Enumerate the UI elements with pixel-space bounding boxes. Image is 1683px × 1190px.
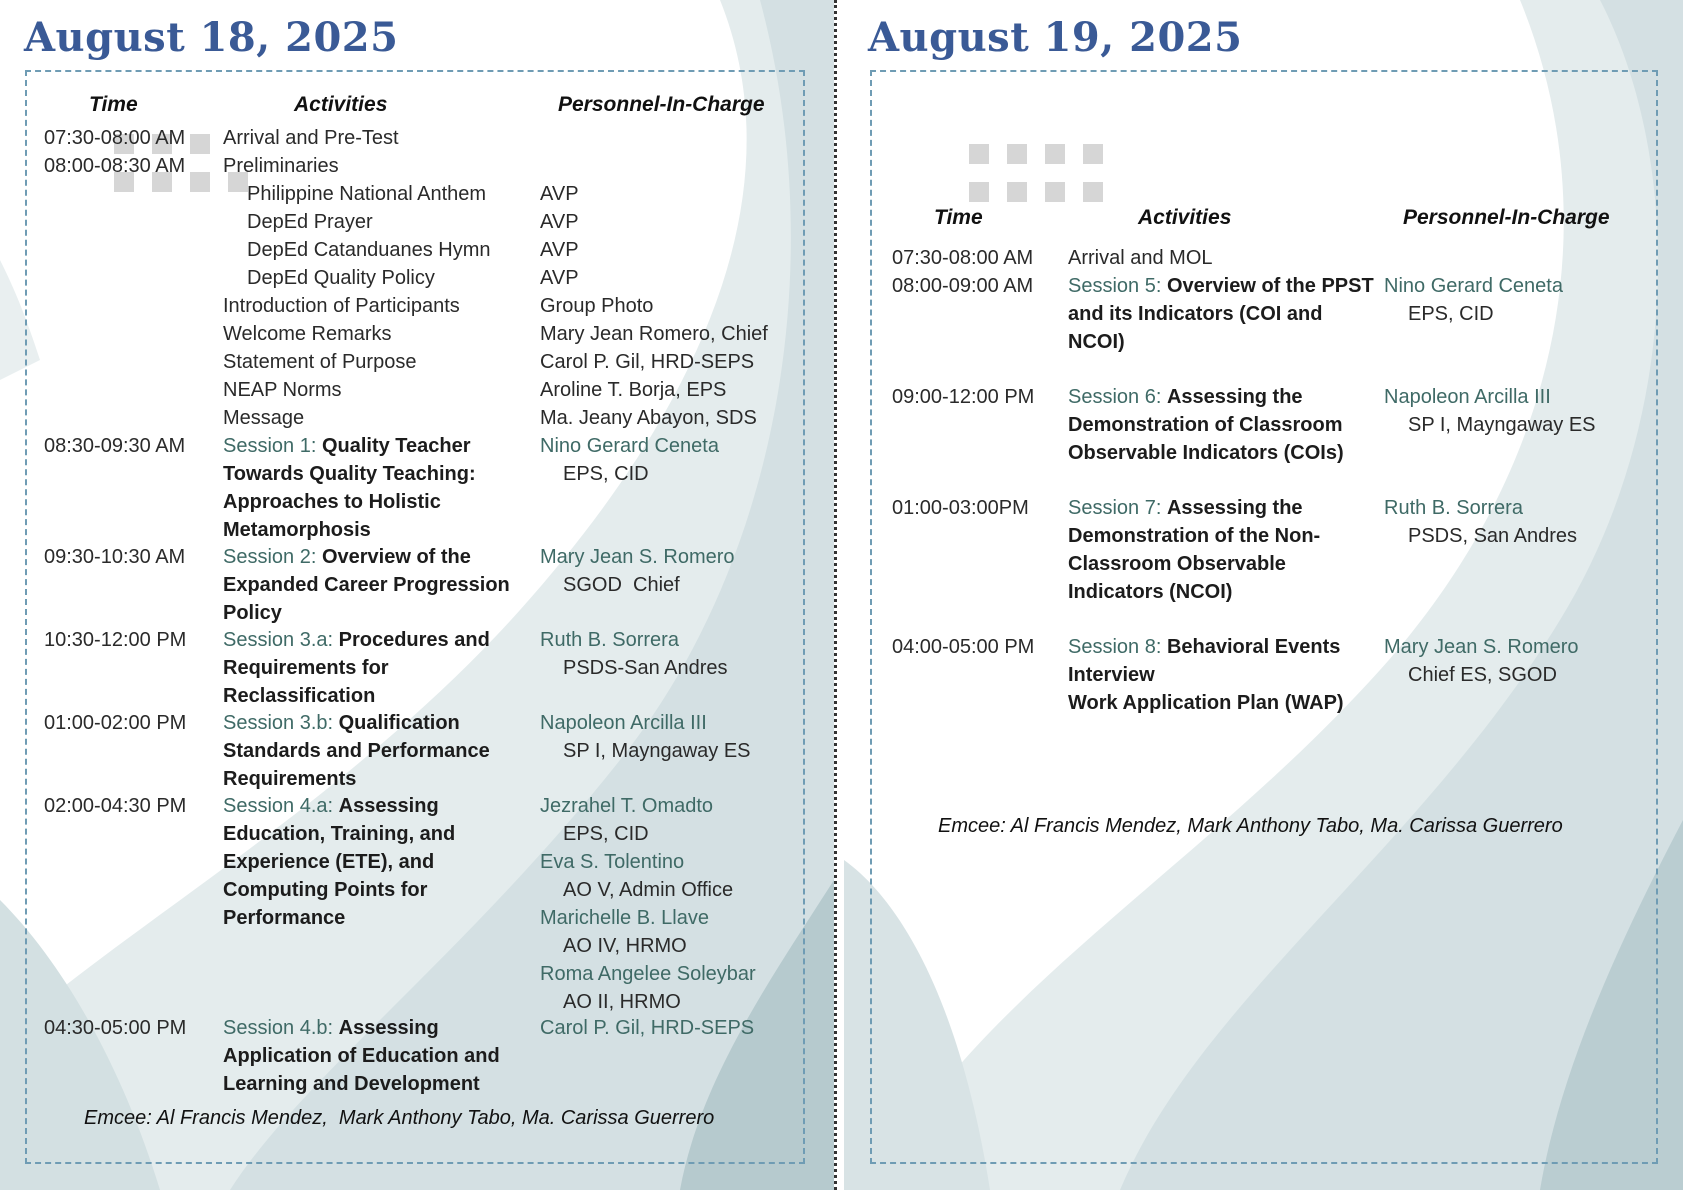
session-title <box>223 544 471 572</box>
personnel-role: SP I, Mayngaway ES <box>1408 414 1596 436</box>
session-title <box>223 433 471 461</box>
time-cell: 08:30-09:30 AM <box>44 435 186 457</box>
header-time: Time <box>934 206 983 229</box>
sub-activity: DepEd Catanduanes Hymn <box>247 239 491 261</box>
personnel-role: SP I, Mayngaway ES <box>563 740 751 762</box>
personnel-cell: Group Photo <box>540 295 654 317</box>
personnel-name: Nino Gerard Ceneta <box>1384 275 1563 297</box>
session-title-text: Quality Teacher <box>321 435 471 457</box>
personnel-role: EPS, CID <box>1408 303 1494 325</box>
session-title-line: Approaches to Holistic <box>223 491 441 513</box>
session-title-line: Expanded Career Progression <box>223 574 510 596</box>
session-title <box>223 1015 439 1043</box>
page-august-19 <box>844 0 1683 1190</box>
sub-activity: Philippine National Anthem <box>247 183 487 205</box>
personnel-role: EPS, CID <box>563 463 649 485</box>
session-title-line: Requirements <box>223 768 357 790</box>
activity-cell: Welcome Remarks <box>223 323 392 345</box>
session-title-line: Indicators (NCOI) <box>1068 581 1233 603</box>
session-title-text: Procedures and <box>338 629 490 651</box>
activity-cell: Arrival and MOL <box>1068 247 1213 269</box>
session-title-line: Policy <box>223 602 282 624</box>
header-time: Time <box>89 93 138 116</box>
personnel-role: AO V, Admin Office <box>563 879 734 901</box>
session-prefix: Session 4.a: <box>223 795 339 817</box>
time-cell: 01:00-02:00 PM <box>44 712 187 734</box>
personnel-role: AO IV, HRMO <box>563 935 687 957</box>
session-title-text: Assessing the <box>1166 497 1303 519</box>
time-cell: 08:00-09:00 AM <box>892 275 1034 297</box>
session-title-text: Behavioral Events <box>1166 636 1341 658</box>
session-title <box>1068 495 1303 523</box>
emcee-line: Emcee: Al Francis Mendez, Mark Anthony Tabo, Ma. Carissa Guerrero <box>938 815 1563 837</box>
personnel-name: Eva S. Tolentino <box>540 851 685 873</box>
session-prefix: Session 1: <box>223 435 322 457</box>
session-title-line: Metamorphosis <box>223 519 371 541</box>
personnel-name: Napoleon Arcilla III <box>540 712 707 734</box>
time-cell: 01:00-03:00PM <box>892 497 1029 519</box>
time-cell: 08:00-08:30 AM <box>44 155 186 177</box>
personnel-cell: Mary Jean Romero, Chief <box>540 323 768 345</box>
personnel-name: Mary Jean S. Romero <box>540 546 735 568</box>
header-activities: Activities <box>294 93 388 116</box>
session-title-line: Performance <box>223 907 346 929</box>
session-title-line: Standards and Performance <box>223 740 490 762</box>
sub-activity: DepEd Quality Policy <box>247 267 435 289</box>
personnel-role: AO II, HRMO <box>563 991 681 1013</box>
session-title <box>223 793 439 821</box>
session-title-line: Demonstration of the Non- <box>1068 525 1321 547</box>
time-cell: 04:00-05:00 PM <box>892 636 1035 658</box>
session-title <box>223 627 490 655</box>
time-cell: 10:30-12:00 PM <box>44 629 187 651</box>
session-title-line: Classroom Observable <box>1068 553 1286 575</box>
session-title-line: Interview <box>1068 664 1155 686</box>
session-prefix: Session 3.b: <box>223 712 339 734</box>
session-title-line: Education, Training, and <box>223 823 456 845</box>
session-title <box>1068 273 1374 301</box>
time-cell: 09:00-12:00 PM <box>892 386 1035 408</box>
personnel-name: Mary Jean S. Romero <box>1384 636 1579 658</box>
personnel-name: Ruth B. Sorrera <box>540 629 679 651</box>
session-title-line: Observable Indicators (COIs) <box>1068 442 1344 464</box>
header-personnel: Personnel-In-Charge <box>1403 206 1610 229</box>
personnel-name: Roma Angelee Soleybar <box>540 963 756 985</box>
header-personnel: Personnel-In-Charge <box>558 93 765 116</box>
personnel-role: EPS, CID <box>563 823 649 845</box>
session-prefix: Session 8: <box>1068 636 1167 658</box>
personnel-cell: Ma. Jeany Abayon, SDS <box>540 407 757 429</box>
fold-line <box>834 0 837 1190</box>
time-cell: 04:30-05:00 PM <box>44 1017 187 1039</box>
session-prefix: Session 2: <box>223 546 322 568</box>
session-title-text: Overview of the PPST <box>1166 275 1374 297</box>
session-title-line: Requirements for <box>223 657 389 679</box>
personnel-cell: AVP <box>540 211 579 233</box>
session-title-line: NCOI) <box>1068 331 1125 353</box>
activity-cell: Statement of Purpose <box>223 351 417 373</box>
personnel-name: Napoleon Arcilla III <box>1384 386 1551 408</box>
activity-cell: NEAP Norms <box>223 379 342 401</box>
date-heading: August 18, 2025 <box>24 14 399 61</box>
header-activities: Activities <box>1138 206 1232 229</box>
session-title <box>1068 634 1340 662</box>
personnel-cell: AVP <box>540 239 579 261</box>
schedule-frame <box>25 70 805 1164</box>
personnel-cell: Carol P. Gil, HRD-SEPS <box>540 351 755 373</box>
session-title-line: Experience (ETE), and <box>223 851 435 873</box>
emcee-line: Emcee: Al Francis Mendez, Mark Anthony Tabo, Ma. Carissa Guerrero <box>84 1107 715 1129</box>
personnel-role: Chief ES, SGOD <box>1408 664 1557 686</box>
session-title-text: Assessing <box>338 795 439 817</box>
personnel-name: Marichelle B. Llave <box>540 907 709 929</box>
session-prefix: Session 5: <box>1068 275 1167 297</box>
time-cell: 02:00-04:30 PM <box>44 795 187 817</box>
session-title-line: Learning and Development <box>223 1073 480 1095</box>
sub-activity: DepEd Prayer <box>247 211 373 233</box>
activity-cell: Preliminaries <box>223 155 339 177</box>
session-title-line: Work Application Plan (WAP) <box>1068 692 1344 714</box>
personnel-name: Nino Gerard Ceneta <box>540 435 719 457</box>
session-title-line: Demonstration of Classroom <box>1068 414 1343 436</box>
activity-cell: Arrival and Pre-Test <box>223 127 399 149</box>
session-prefix: Session 6: <box>1068 386 1167 408</box>
page-august-18 <box>0 0 834 1190</box>
time-cell: 07:30-08:00 AM <box>892 247 1034 269</box>
session-title-line: Computing Points for <box>223 879 428 901</box>
personnel-name: Jezrahel T. Omadto <box>540 795 714 817</box>
personnel-cell: Aroline T. Borja, EPS <box>540 379 727 401</box>
session-title-text: Assessing the <box>1166 386 1303 408</box>
session-title-text: Overview of the <box>321 546 471 568</box>
session-title-line: and its Indicators (COI and <box>1068 303 1323 325</box>
session-prefix: Session 7: <box>1068 497 1167 519</box>
personnel-role: SGOD Chief <box>563 574 680 596</box>
session-title <box>223 710 460 738</box>
activity-cell: Message <box>223 407 305 429</box>
session-title-line: Application of Education and <box>223 1045 500 1067</box>
session-title-line: Reclassification <box>223 685 376 707</box>
personnel-role: PSDS-San Andres <box>563 657 728 679</box>
activity-cell: Introduction of Participants <box>223 295 460 317</box>
session-prefix: Session 4.b: <box>223 1017 339 1039</box>
session-title-text: Assessing <box>338 1017 439 1039</box>
date-heading: August 19, 2025 <box>868 14 1243 61</box>
session-prefix: Session 3.a: <box>223 629 339 651</box>
personnel-cell: AVP <box>540 183 579 205</box>
session-title-line: Towards Quality Teaching: <box>223 463 476 485</box>
personnel-name: Ruth B. Sorrera <box>1384 497 1523 519</box>
personnel-name: Carol P. Gil, HRD-SEPS <box>540 1017 755 1039</box>
time-cell: 09:30-10:30 AM <box>44 546 186 568</box>
personnel-cell: AVP <box>540 267 579 289</box>
session-title-text: Qualification <box>338 712 460 734</box>
time-cell: 07:30-08:00 AM <box>44 127 186 149</box>
session-title <box>1068 384 1303 412</box>
schedule-frame <box>870 70 1658 1164</box>
personnel-role: PSDS, San Andres <box>1408 525 1577 547</box>
